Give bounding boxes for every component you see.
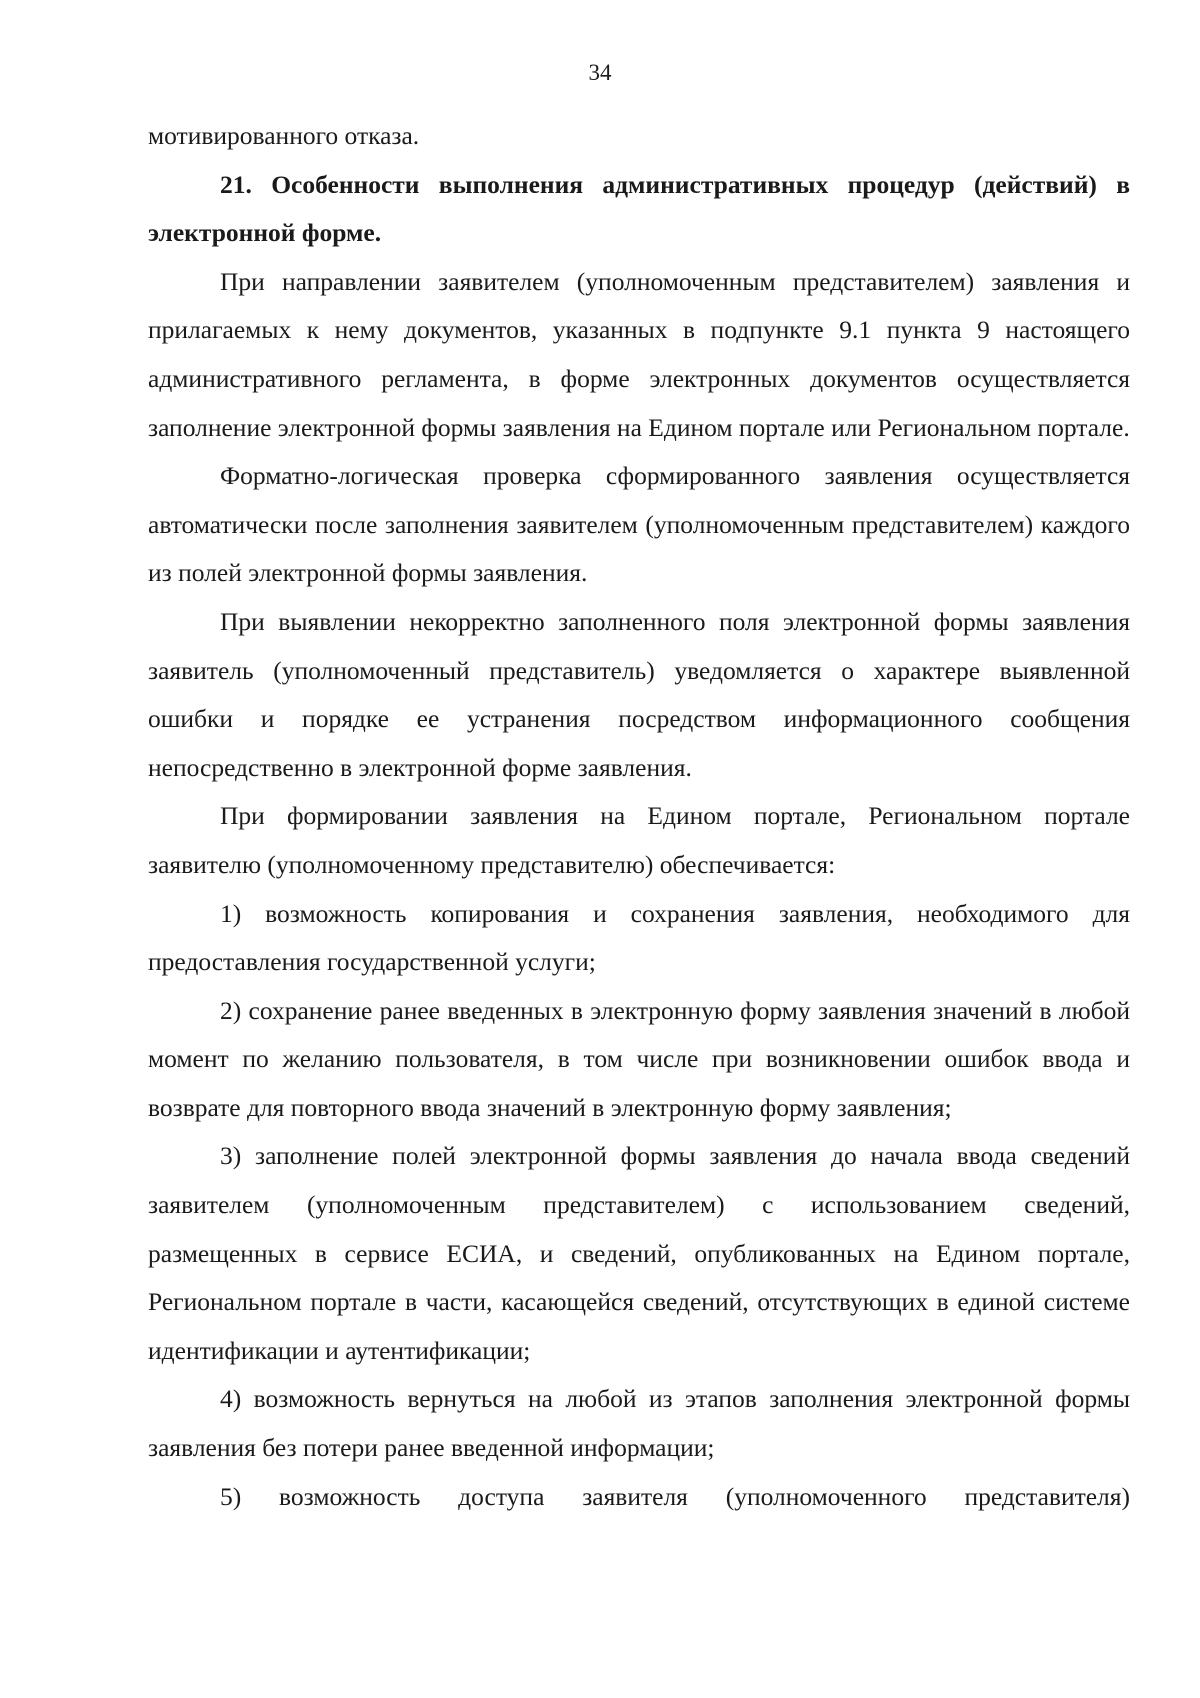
page-number: 34 [588,60,612,85]
list-item: 5) возможность доступа заявителя (уполномоченного представителя) [220,1481,1130,1511]
list-item: 1) возможность копирования и сохранения заявления, необходимого для предоставления государственной услуги; [148,898,1130,977]
paragraph: При выявлении некорректно заполненного поля электронной формы заявления заявитель (уполномоченный представитель) уведомляется о характере выявленной ошибки и порядке ее устранения посредством информационного сообщения непосредственно в электронной форме заявления. [148,606,1130,782]
section-heading: 21. Особенности выполнения административных процедур (действий) в электронной форме. [148,169,1130,248]
paragraph-continuation: мотивированного отказа. [148,121,420,150]
paragraph: При направлении заявителем (уполномоченным представителем) заявления и прилагаемых к нему документов, указанных в подпункте 9.1 пункта 9 настоящего административного регламента, в форме электронных документов осуществляется заполнение электронной формы заявления на Едином портале или Региональном портале. [148,266,1130,442]
list-item: 3) заполнение полей электронной формы заявления до начала ввода сведений заявителем (уполномоченным представителем) с использованием сведений, размещенных в сервисе ЕСИА, и сведений, опубликованных на Едином портале, Региональном портале в части, касающейся сведений, отсутствующих в единой системе идентификации и аутентификации; [148,1141,1130,1365]
paragraph: Форматно-логическая проверка сформированного заявления осуществляется автоматически после заполнения заявителем (уполномоченным представителем) каждого из полей электронной формы заявления. [148,461,1130,588]
list-item: 2) сохранение ранее введенных в электронную форму заявления значений в любой момент по желанию пользователя, в том числе при возникновении ошибок ввода и возврате для повторного ввода значений в электронную форму заявления; [148,995,1130,1122]
list-item: 4) возможность вернуться на любой из этапов заполнения электронной формы заявления без потери ранее введенной информации; [148,1384,1130,1463]
paragraph: При формировании заявления на Едином портале, Региональном портале заявителю (уполномоченному представителю) обеспечивается: [148,801,1130,879]
body-text [148,112,1130,1521]
